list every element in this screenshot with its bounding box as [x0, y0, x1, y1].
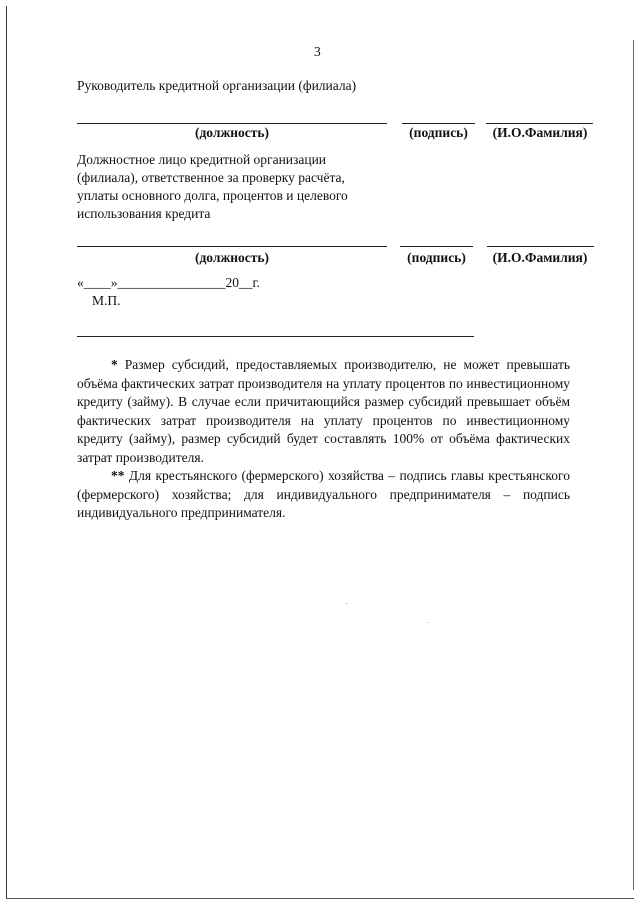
- signature-caption-1: (подпись): [409, 125, 468, 140]
- footnotes-block: [77, 356, 570, 523]
- footnote-1: [77, 356, 570, 467]
- signature-caption-2: (подпись): [407, 250, 466, 265]
- scan-edge-left: [6, 6, 7, 899]
- position-caption-2: (должность): [194, 250, 270, 265]
- name-caption-1: (И.О.Фамилия): [492, 125, 588, 140]
- signature-line-2: [400, 246, 473, 247]
- responsible-officer-line-4: использования кредита: [77, 206, 211, 221]
- footnote-2-text: Для крестьянского (фермерского) хозяйства – подпись главы крестьянского (фермерского) хозяйства; для индивидуального предпринимателя – подпись индивидуального предпринимателя.: [77, 468, 570, 520]
- responsible-officer-line-2: (филиала), ответственное за проверку расчёта,: [77, 170, 345, 185]
- footnote-1-mark: *: [111, 357, 118, 372]
- page-number: 3: [314, 44, 321, 59]
- footnote-separator: [77, 336, 474, 337]
- scan-speck: [428, 622, 429, 623]
- responsible-officer-line-1: Должностное лицо кредитной организации: [77, 152, 327, 167]
- position-line-2: [77, 246, 387, 247]
- position-line-1: [77, 123, 387, 124]
- footnote-2: [77, 467, 570, 523]
- responsible-officer-line-3: уплаты основного долга, процентов и целевого: [77, 188, 348, 203]
- footnote-1-text: Размер субсидий, предоставляемых производителю, не может превышать объёма фактических затрат производителя на уплату процентов по инвестиционному кредиту (займу). В случае если причитающийся размер субсидий превышает объём фактических затрат производителя на уплату процентов по инвестиционному кредиту (займу), размер субсидий будет составлять 100% от объёма фактических затрат производителя.: [77, 357, 570, 465]
- scan-edge-right: [633, 40, 634, 890]
- name-caption-2: (И.О.Фамилия): [492, 250, 588, 265]
- name-line-2: [487, 246, 594, 247]
- date-line: «____»________________20__г.: [77, 275, 260, 290]
- signature-line-1: [402, 123, 475, 124]
- head-of-credit-org-title: Руководитель кредитной организации (филиала): [77, 78, 357, 93]
- scan-speck: [346, 603, 347, 604]
- scan-edge-bottom: [6, 898, 634, 899]
- position-caption-1: (должность): [194, 125, 270, 140]
- stamp-mark: М.П.: [92, 293, 121, 308]
- footnote-2-mark: **: [111, 468, 125, 483]
- name-line-1: [486, 123, 593, 124]
